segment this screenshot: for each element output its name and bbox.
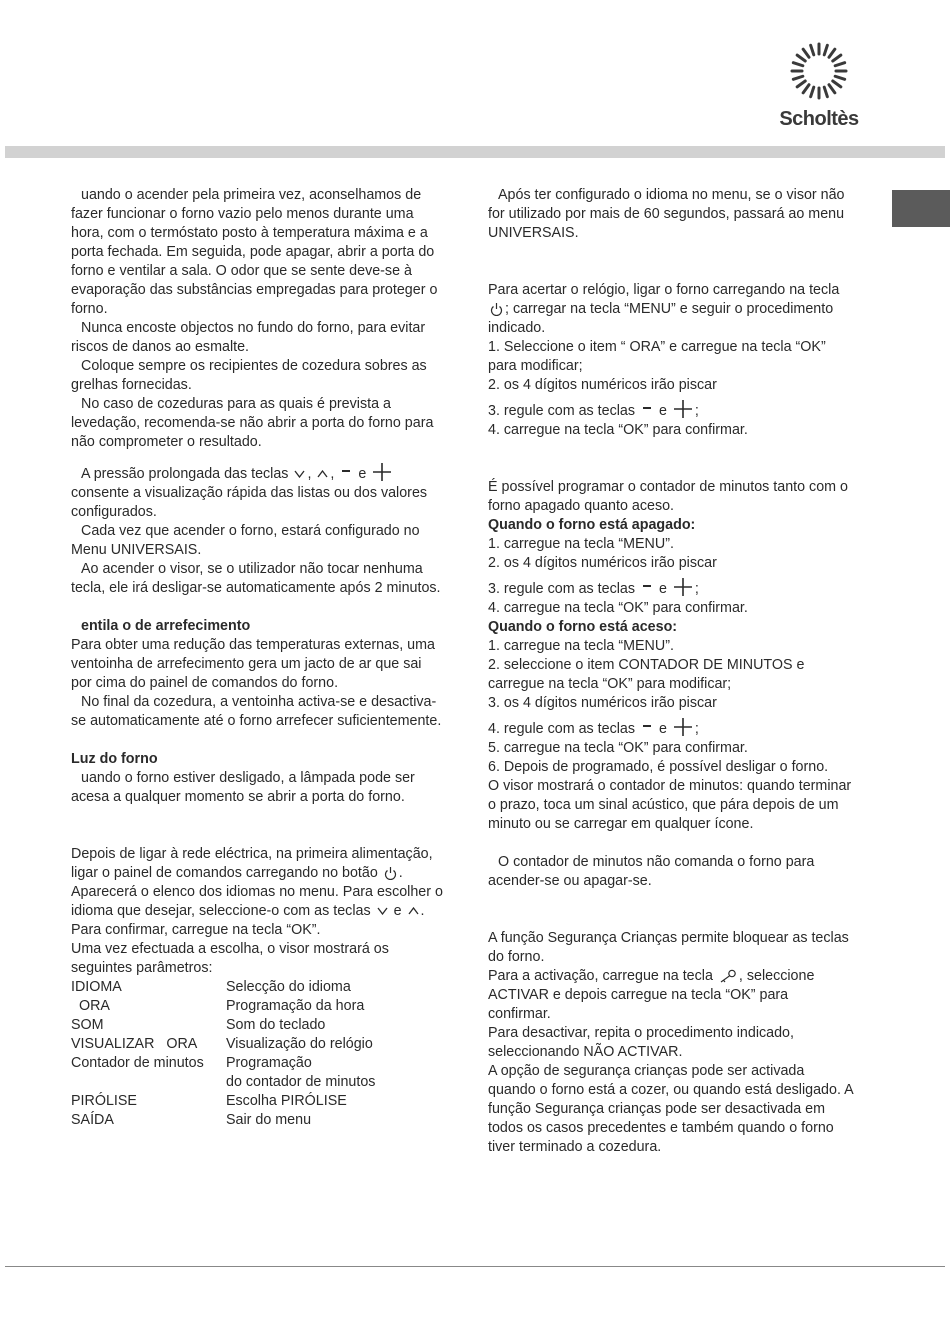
language-setup-text: Depois de ligar à rede eléctrica, na primeira alimentação, ligar o painel de comandos carregando no botão: [71, 846, 433, 881]
parameter-description: Som do teclado: [226, 1017, 326, 1033]
child-lock-intro: A função Segurança Crianças permite bloquear as teclas do forno.: [488, 930, 849, 965]
long-press-continued: consente a visualização rápida das listas ou dos valores configurados.: [71, 485, 428, 520]
clock-intro-text: Para acertar o relógio, ligar o forno carregando na tecla: [488, 282, 840, 298]
plus-icon: [673, 577, 693, 597]
key-icon: [719, 969, 737, 983]
child-lock-deactivate: Para desactivar, repita o procedimento indicado, seleccionando NÃO ACTIVAR.: [488, 1025, 794, 1060]
minus-icon: [340, 466, 352, 482]
parameters-intro: Uma vez efectuada a escolha, o visor mostrará os seguintes parâmetros:: [71, 941, 389, 976]
power-icon: [490, 302, 503, 316]
timer-note: O contador de minutos não comanda o forno para acender-se ou apagar-se.: [488, 854, 815, 889]
parameter-row: [71, 1016, 375, 1035]
timer-on-step-4: [488, 717, 853, 739]
oven-light-heading: Luz do forno: [71, 751, 158, 767]
header-bar: [5, 146, 945, 158]
timer-on-heading: Quando o forno está aceso:: [488, 619, 678, 635]
clock-intro-text-2: ; carregar na tecla “MENU” e seguir o procedimento indicado.: [488, 301, 834, 336]
timer-off-step-4: 4. carregue na tecla “OK” para confirmar.: [488, 600, 748, 616]
parameter-name: PIRÓLISE: [71, 1093, 137, 1109]
menu-default-note: Cada vez que acender o forno, estará configurado no Menu UNIVERSAIS.: [71, 523, 420, 558]
power-icon: [384, 866, 397, 880]
plus-icon: [673, 399, 693, 419]
racks-tip: Coloque sempre os recipientes de cozedura sobres as grelhas fornecidas.: [71, 358, 427, 393]
long-press-text: A pressão prolongada das teclas: [81, 466, 289, 482]
sunburst-logo-icon: [789, 40, 849, 102]
separator-comma: ,: [307, 466, 312, 482]
left-column: [71, 186, 446, 1130]
timer-off-step-1: 1. carregue na tecla “MENU”.: [488, 536, 674, 552]
child-lock-activate-text-2: , seleccione ACTIVAR e depois carregue na tecla “OK” para confirmar.: [488, 968, 815, 1022]
clock-intro: [488, 281, 853, 338]
clock-step-3: [488, 399, 853, 421]
oven-light-paragraph: uando o forno estiver desligado, a lâmpada pode ser acesa a qualquer momento se abrir a porta do forno.: [71, 770, 415, 805]
timer-off-step-2: 2. os 4 dígitos numéricos irão piscar: [488, 555, 717, 571]
brand-logo: [774, 40, 864, 135]
parameter-row: [71, 997, 375, 1016]
timer-on-step-1: 1. carregue na tecla “MENU”.: [488, 638, 674, 654]
language-timeout-paragraph: Após ter configurado o idioma no menu, se o visor não for utilizado por mais de 60 segundos, passará ao menu UNIVERSAIS.: [488, 187, 845, 241]
parameter-name: IDIOMA: [71, 979, 122, 995]
conjunction-e: e: [658, 581, 667, 597]
parameter-description: Programação: [226, 1055, 312, 1071]
conjunction-e: e: [658, 403, 667, 419]
clock-step-2: 2. os 4 dígitos numéricos irão piscar: [488, 377, 717, 393]
plus-icon: [372, 462, 392, 482]
display-timeout-note: Ao acender o visor, se o utilizador não tocar nenhuma tecla, ele irá desligar-se automaticamente após 2 minutos.: [71, 561, 441, 596]
timer-on-step-2: 2. seleccione o item CONTADOR DE MINUTOS e carregue na tecla “OK” para modificar;: [488, 657, 805, 692]
child-lock-details: A opção de segurança crianças pode ser activada quando o forno está a cozer, ou quando está desligado. A função Segurança crianças pode ser desactivada em todos os casos precedentes e também quando o forno tiver terminado a cozedura.: [488, 1063, 853, 1155]
cooling-fan-heading: entila o de arrefecimento: [81, 618, 251, 634]
timer-off-step-3-text: 3. regule com as teclas: [488, 581, 636, 597]
footer-rule: [5, 1266, 945, 1267]
timer-on-step-4-text: 4. regule com as teclas: [488, 721, 636, 737]
cooling-fan-end-note: No final da cozedura, a ventoinha activa-se e desactiva-se automaticamente até o forno arrefecer suficientemente.: [71, 694, 442, 729]
semicolon: ;: [694, 581, 699, 597]
parameter-row: [71, 978, 375, 997]
chevron-up-icon: [408, 907, 419, 915]
semicolon: ;: [694, 721, 699, 737]
leavening-tip: No caso de cozeduras para as quais é prevista a levedação, recomenda-se não abrir a porta do forno para não comprometer o resultado.: [71, 396, 434, 450]
language-setup-text-3: . Para confirmar, carregue na tecla “OK”.: [71, 903, 425, 938]
language-setup-text-2: . Aparecerá o elenco dos idiomas no menu. Para escolher o idioma que desejar, seleccione-o com as teclas: [71, 865, 443, 919]
plus-icon: [673, 717, 693, 737]
parameter-description: Selecção do idioma: [226, 979, 351, 995]
minus-icon: [641, 403, 653, 419]
parameter-name: SOM: [71, 1017, 104, 1033]
parameter-row: [71, 1054, 375, 1073]
parameter-row: [71, 1035, 375, 1054]
parameter-description: Programação da hora: [226, 998, 365, 1014]
parameter-name: [71, 1073, 226, 1092]
conjunction-e: e: [358, 466, 367, 482]
semicolon: ;: [694, 403, 699, 419]
parameter-row: [71, 1073, 375, 1092]
parameters-table: [71, 978, 375, 1130]
conjunction-e: e: [393, 903, 402, 919]
minus-icon: [641, 721, 653, 737]
parameter-description: Escolha PIRÓLISE: [226, 1093, 347, 1109]
timer-off-heading: Quando o forno está apagado:: [488, 517, 696, 533]
parameter-name: Contador de minutos: [71, 1055, 204, 1071]
timer-on-step-3: 3. os 4 dígitos numéricos irão piscar: [488, 695, 717, 711]
child-lock-activate-text: Para a activação, carregue na tecla: [488, 968, 713, 984]
language-setup-paragraph: [71, 845, 446, 940]
chevron-up-icon: [317, 470, 328, 478]
parameter-description: Visualização do relógio: [226, 1036, 373, 1052]
clock-step-4: 4. carregue na tecla “OK” para confirmar.: [488, 422, 748, 438]
right-column: [488, 186, 853, 1157]
long-press-paragraph: [71, 462, 446, 484]
parameter-name: SAÍDA: [71, 1112, 114, 1128]
language-tab: [892, 190, 950, 227]
timer-on-display-note: O visor mostrará o contador de minutos: quando terminar o prazo, toca um sinal acústico, que pára depois de um minuto ou se carregar em qualquer ícone.: [488, 778, 852, 832]
chevron-down-icon: [294, 470, 305, 478]
first-use-paragraph: uando o acender pela primeira vez, aconselhamos de fazer funcionar o forno vazio pelo menos durante uma hora, com o termóstato posto à temperatura máxima e a porta fechada. Em seguida, pode apagar, abrir a porta do forno e ventilar a sala. O odor que se sente deve-se à evaporação das substâncias empregadas para proteger o forno.: [71, 187, 438, 317]
chevron-down-icon: [377, 907, 388, 915]
clock-step-3-text: 3. regule com as teclas: [488, 403, 636, 419]
timer-on-step-6: 6. Depois de programado, é possível desligar o forno.: [488, 759, 829, 775]
minus-icon: [641, 581, 653, 597]
parameter-row: [71, 1092, 375, 1111]
parameter-description: Sair do menu: [226, 1112, 312, 1128]
parameter-row: [71, 1111, 375, 1130]
clock-step-1: 1. Seleccione o item “ ORA” e carregue na tecla “OK” para modificar;: [488, 339, 826, 374]
parameter-description: do contador de minutos: [226, 1074, 376, 1090]
parameter-name: ORA: [71, 998, 110, 1014]
cooling-fan-paragraph: Para obter uma redução das temperaturas externas, uma ventoinha de arrefecimento gera um jacto de ar que sai por cima do painel de comandos do forno.: [71, 637, 435, 691]
timer-off-step-3: [488, 577, 853, 599]
enamel-tip: Nunca encoste objectos no fundo do forno, para evitar riscos de danos ao esmalte.: [71, 320, 426, 355]
conjunction-e: e: [658, 721, 667, 737]
separator-comma: ,: [330, 466, 335, 482]
child-lock-activate: [488, 967, 853, 1024]
timer-intro: É possível programar o contador de minutos tanto com o forno apagado quanto aceso.: [488, 479, 848, 514]
timer-on-step-5: 5. carregue na tecla “OK” para confirmar.: [488, 740, 748, 756]
parameter-name: VISUALIZAR ORA: [71, 1036, 198, 1052]
brand-name: Scholtès: [779, 108, 859, 130]
